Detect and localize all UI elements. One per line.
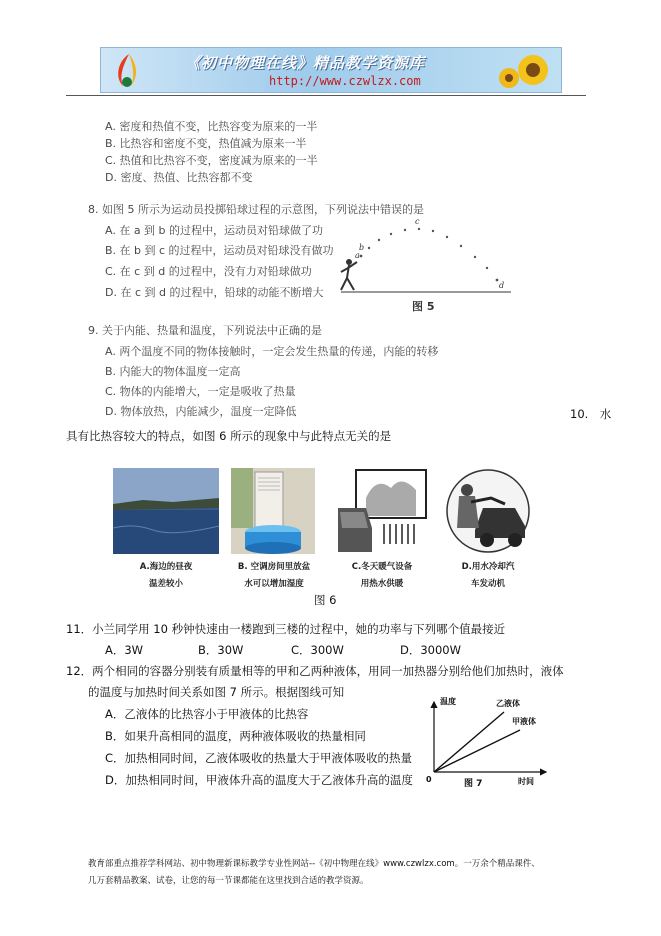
point-b-label: b	[359, 243, 365, 252]
point-a-label: a	[355, 251, 360, 260]
q11-option-a: A．3W	[105, 643, 144, 657]
q8-option-a: A. 在 a 到 b 的过程中，运动员对铅球做了功	[105, 224, 324, 237]
graph-origin: 0	[426, 775, 432, 784]
figure-5-label: 图 5	[412, 300, 435, 313]
series-yi-line	[434, 712, 504, 772]
q12-option-b: B．如果升高相同的温度，两种液体吸收的热量相同	[105, 729, 366, 743]
header-rule	[66, 95, 586, 96]
q11-stem: 11．小兰同学用 10 秒钟快速由一楼跑到三楼的过程中，她的功率与下列哪个值最接近	[66, 622, 506, 636]
point-d-label: d	[499, 281, 505, 290]
q9-stem: 9. 关于内能、热量和温度，下列说法中正确的是	[88, 324, 322, 337]
q7-option-b: B. 比热容和密度不变，热值减为原来一半	[105, 137, 307, 150]
banner-url[interactable]: http://www.czwlzx.com	[269, 74, 421, 88]
q10-number: 10. 水	[570, 407, 612, 421]
q9-option-c: C. 物体的内能增大，一定是吸收了热量	[105, 385, 296, 398]
point-c-label: c	[415, 217, 420, 226]
q9-option-b: B. 内能大的物体温度一定高	[105, 365, 241, 378]
series-jia-label: 甲液体	[512, 717, 536, 726]
header-banner	[100, 47, 562, 93]
graph-ylabel: 温度	[440, 697, 456, 706]
series-jia-line	[434, 730, 520, 772]
athlete-icon	[341, 259, 357, 290]
q12-option-d: D．加热相同时间，甲液体升高的温度大于乙液体升高的温度	[105, 773, 413, 787]
q7-option-d: D. 密度、热值、比热容都不变	[105, 171, 253, 184]
footer-line-2: 几万套精品教案、试卷，让您的每一节课都能在这里找到合适的教学资源。	[88, 876, 369, 886]
aircon-room-image	[231, 468, 315, 554]
q12-option-a: A．乙液体的比热容小于甲液体的比热容	[105, 707, 309, 721]
q11-option-c: C．300W	[291, 643, 344, 657]
seaside-image	[113, 468, 219, 554]
q12-stem-line2: 的温度与加热时间关系如图 7 所示。根据图线可知	[88, 685, 345, 699]
figure-5-shot-put	[335, 210, 515, 300]
q8-option-d: D. 在 c 到 d 的过程中，铅球的动能不断增大	[105, 286, 324, 299]
q11-option-b: B．30W	[198, 643, 244, 657]
footer-line-1: 教育部重点推荐学科网站、初中物理新课标教学专业性网站--《初中物理在线》www.czwlzx.com。一万余个精品课件、	[88, 859, 540, 869]
q8-option-b: B. 在 b 到 c 的过程中，运动员对铅球没有做功	[105, 244, 334, 257]
banner-title: 《初中物理在线》精品教学资源库	[185, 54, 426, 72]
q9-option-d: D. 物体放热，内能减少，温度一定降低	[105, 405, 297, 418]
q12-stem-line1: 12．两个相同的容器分别装有质量相等的甲和乙两种液体，用同一加热器分别给他们加热时，液体	[66, 664, 564, 678]
fig6-caption-d: D.用水冷却汽 车发动机	[461, 562, 515, 589]
series-yi-label: 乙液体	[496, 699, 520, 708]
q8-stem: 8. 如图 5 所示为运动员投掷铅球过程的示意图，下列说法中错误的是	[88, 203, 424, 216]
figure-7-graph	[420, 690, 550, 790]
graph-xlabel: 时间	[518, 777, 534, 786]
q11-option-d: D．3000W	[400, 643, 461, 657]
site-logo-icon	[109, 52, 149, 90]
q10-stem: 具有比热容较大的特点，如图 6 所示的现象中与此特点无关的是	[66, 429, 392, 443]
fig6-caption-b: B. 空调房间里放盆 水可以增加湿度	[237, 562, 311, 589]
car-engine-image	[445, 468, 531, 554]
fig6-caption-c: C.冬天暖气设备 用热水供暖	[351, 562, 413, 589]
figure-7-label: 图 7	[464, 779, 483, 789]
q7-option-c: C. 热值和比热容不变，密度减为原来的一半	[105, 154, 318, 167]
sunflower-icon	[495, 50, 555, 92]
q7-option-a: A. 密度和热值不变，比热容变为原来的一半	[105, 120, 318, 133]
fig6-caption-a: A.海边的昼夜 温差较小	[139, 562, 193, 589]
q9-option-a: A. 两个温度不同的物体接触时，一定会发生热量的传递，内能的转移	[105, 345, 439, 358]
q8-option-c: C. 在 c 到 d 的过程中，没有力对铅球做功	[105, 265, 312, 278]
figure-6-label: 图 6	[314, 593, 337, 607]
q12-option-c: C．加热相同时间，乙液体吸收的热量大于甲液体吸收的热量	[105, 751, 413, 765]
radiator-room-image	[336, 468, 432, 554]
